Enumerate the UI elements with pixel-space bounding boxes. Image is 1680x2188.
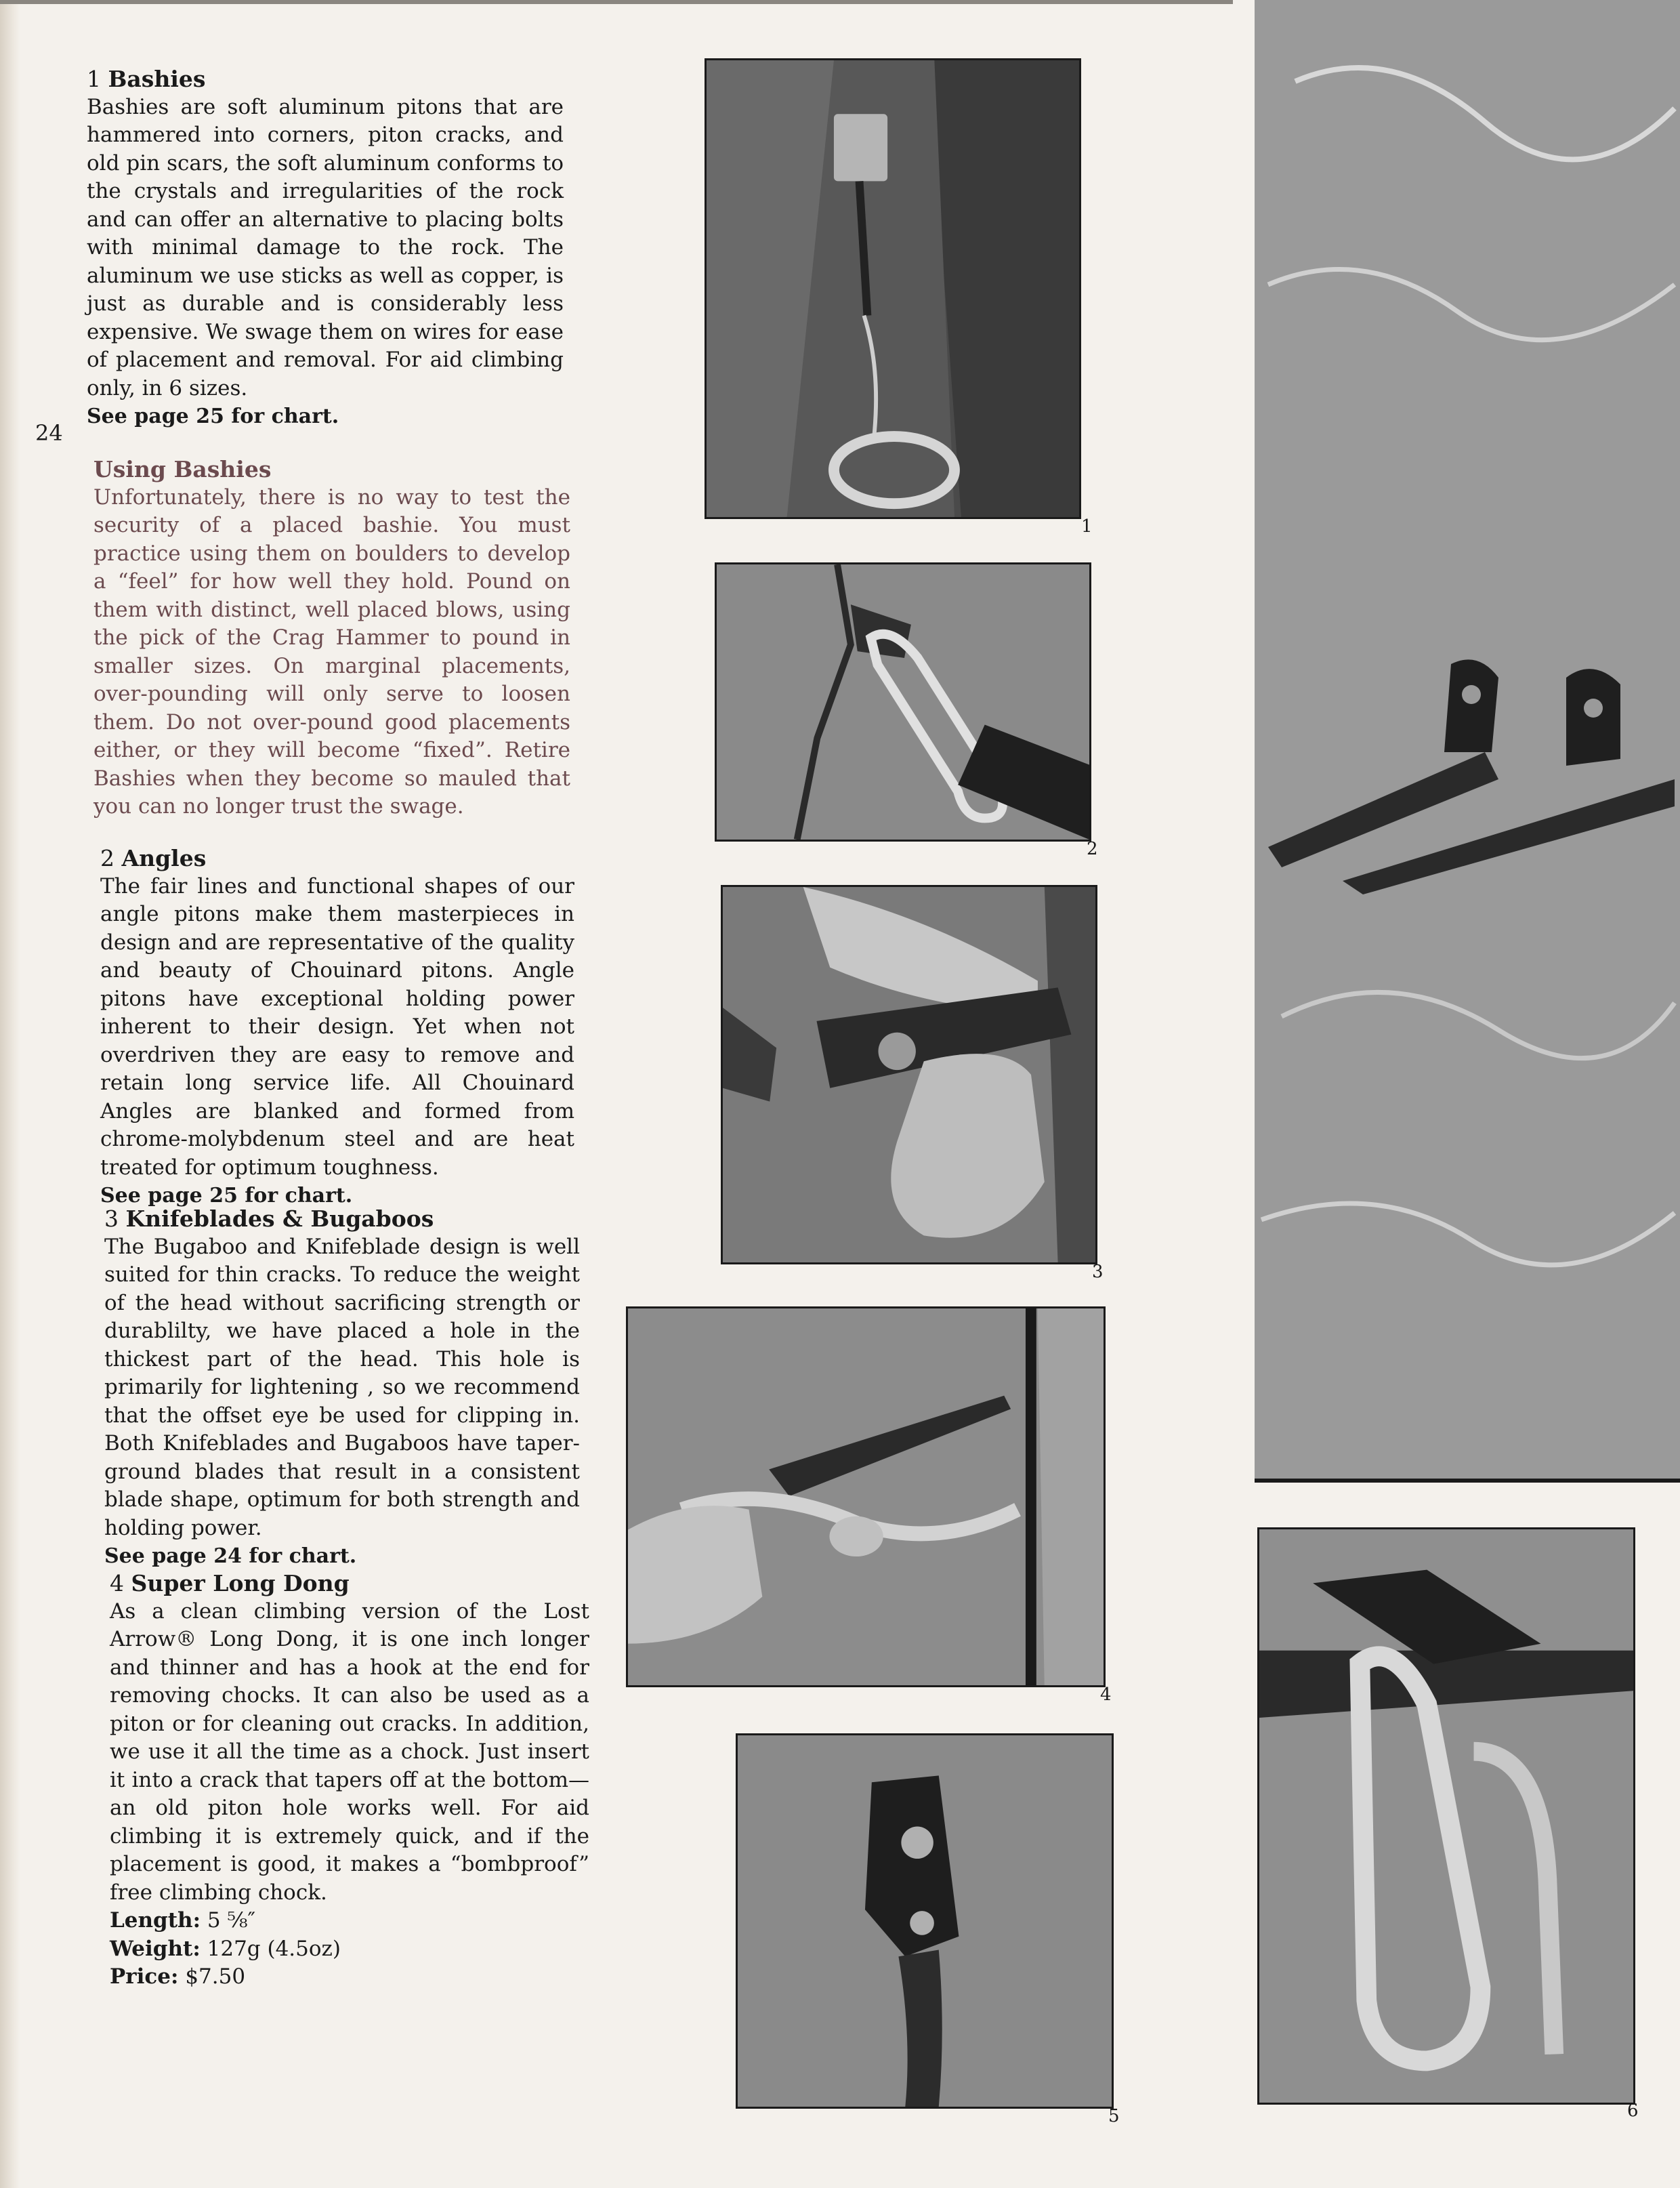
section-body: Unfortunately, there is no way to test the security of a placed bashie. You must practice using them on boulders to develop a “feel” for how well they hold. Pound on them with distinct, well placed blows, using the pick of the Crag Hammer to pound in smaller sizes. On marginal placements, over-pounding will only serve to loosen them. Do not over-pound good placements either, or they will become “fixed”. Retire Bashies when they become so mauled that you can no longer trust the swage. — [93, 484, 570, 819]
section-title: Using Bashies — [93, 456, 272, 482]
photo-carabiner-clipped — [1257, 1527, 1635, 2105]
photo-caption: 4 — [1100, 1685, 1112, 1705]
section-body: Bashies are soft aluminum pitons that are hammered into corners, piton cracks, and old pin scars, the soft aluminum conforms to the crystals and irregularities of the rock and can offer an alternative to placing bolts with minimal damage to the rock. The aluminum we use sticks as well as copper, is just as durable and is considerably less expensive. We swage them on wires for ease of placement and removal. For aid climbing only, in 6 sizes. — [87, 94, 564, 400]
photo-bottom-edge — [1255, 1479, 1680, 1483]
section-body: The Bugaboo and Knifeblade design is well suited for thin cracks. To reduce the weight of the head without sacrificing strength or durablilty, we have placed a hole in the thickest part of the head. This hole is primarily for lightening , so we recommend that the offset eye be used for clipping in. Both Knifeblades and Bugaboos have taper-ground blades that result in a consistent blade shape, optimum for both strength and holding power. — [104, 1234, 580, 1540]
section-number: 3 — [104, 1205, 119, 1232]
photo-caption: 6 — [1627, 2101, 1639, 2121]
page-number: 24 — [35, 420, 63, 446]
photo-super-long-dong — [736, 1733, 1114, 2109]
spec-length: Length: 5 ⅝″ — [110, 1908, 256, 1933]
photo-caption: 3 — [1092, 1262, 1104, 1282]
page-spine-shadow — [0, 0, 20, 2188]
chart-reference: See page 25 for chart. — [87, 405, 339, 428]
photo-caption: 5 — [1108, 2106, 1120, 2126]
photo-knifeblade-with-rope — [626, 1306, 1106, 1687]
section-body: The fair lines and functional shapes of our angle pitons make them masterpieces in design and are representative of the quality and beauty of Chouinard pitons. Angle pitons have exceptional holding power inherent to their design. Yet when not overdriven they are easy to remove and retain long service life. All Chouinard Angles are blanked and formed from chrome-molybdenum steel and are heat treated for optimum toughness. — [100, 873, 574, 1180]
section-number: 2 — [100, 845, 114, 871]
section-number: 4 — [110, 1570, 124, 1596]
section-body: As a clean climbing version of the Lost Arrow® Long Dong, it is one inch longer and thinner and has a hook at the end for removing chocks. It can also be used as a piton or for cleaning out cracks. In addition, we use it all the time as a chock. Just insert it into a crack that tapers off at the bottom—an old piton hole works well. For aid climbing it is extremely quick, and if the placement is good, it makes a “bombproof” free climbing chock. — [110, 1598, 589, 1905]
section-title: Knifeblades & Bugaboos — [125, 1205, 434, 1232]
photo-bashie-placement — [705, 58, 1081, 519]
spec-price: Price: $7.50 — [110, 1964, 246, 1989]
chart-reference: See page 24 for chart. — [104, 1544, 357, 1568]
section-title: Bashies — [108, 66, 206, 92]
section-title: Angles — [121, 845, 207, 871]
section-number: 1 — [87, 66, 101, 92]
top-edge-line — [0, 0, 1233, 4]
section-using-bashies — [93, 455, 570, 821]
section-title: Super Long Dong — [131, 1570, 350, 1596]
photo-angle-in-hand — [721, 885, 1097, 1264]
chart-reference: See page 25 for chart. — [100, 1184, 353, 1207]
section-angles — [100, 844, 574, 1210]
photo-caption: 1 — [1081, 516, 1093, 537]
section-super-long-dong — [110, 1569, 589, 1991]
spec-weight: Weight: 127g (4.5oz) — [110, 1936, 341, 1961]
section-bashies — [87, 65, 564, 431]
photo-caption: 2 — [1087, 839, 1098, 859]
photo-angle-piton — [715, 562, 1091, 842]
photo-pitons-on-rock — [1255, 0, 1680, 1479]
section-knifeblades-bugaboos — [104, 1205, 580, 1571]
